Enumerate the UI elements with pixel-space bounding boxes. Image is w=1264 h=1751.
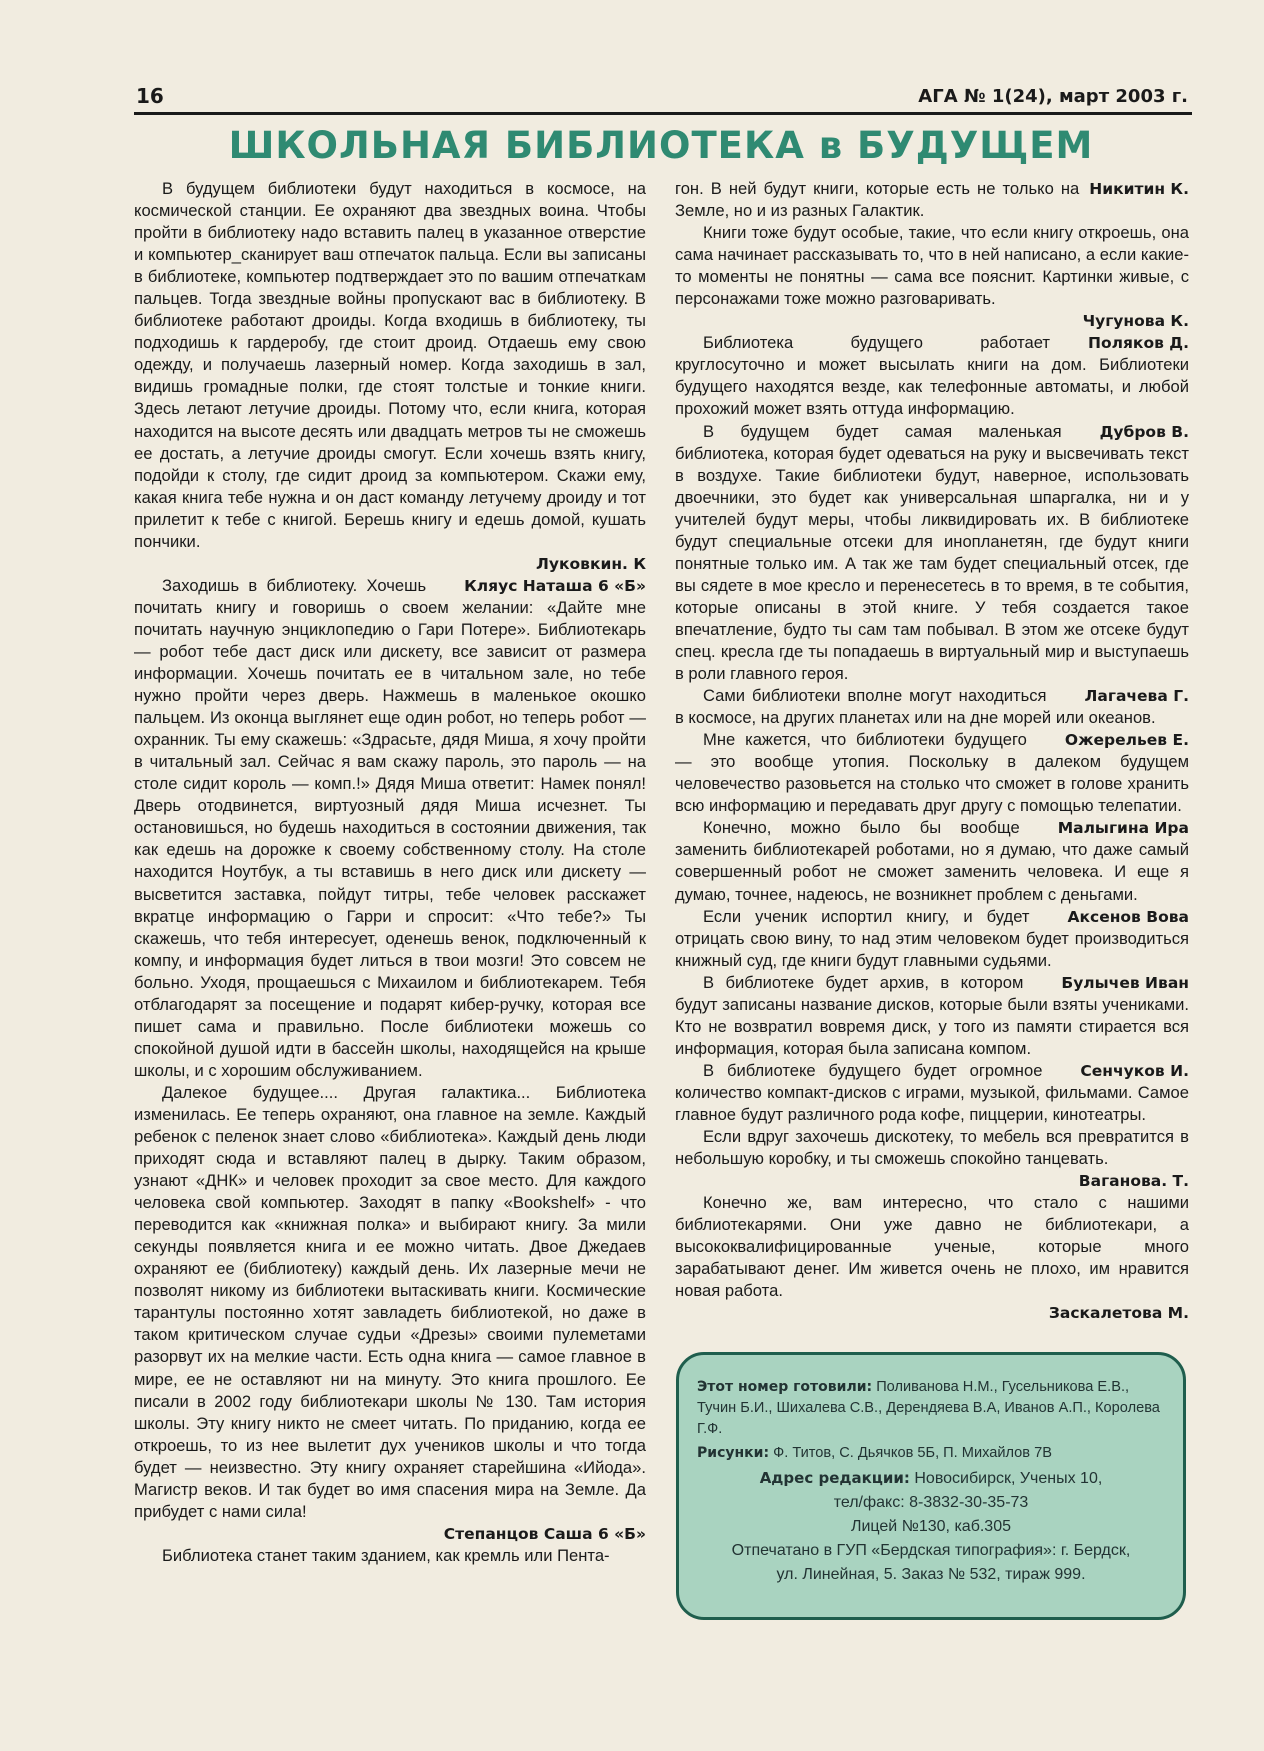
author-signature: Заскалетова М. xyxy=(1048,1304,1189,1323)
paragraph-text: Заходишь в библиотеку. Хочешь почитать книгу и говоришь о своем желании: «Дайте мне почитать научную энциклопедию о Гари Потере». Библиотекарь — робот тебе даст диск или дискету, все зависит от размера информации. Хочешь почитать ее в читальном зале, но тебе нужно пройти через дверь. Нажмешь в маленькое окошко пальцем. Из оконца выглянет еще один робот, но теперь робот — охранник. Ты ему скажешь: «Здрасьте, дядя Миша, я хочу пройти в читальный зал. Сейчас я вам скажу пароль, это пароль — на столе сидит король — комп.!» Дядя Миша ответит: Намек понял! Дверь отодвинется, виртуозный дядя Миша исчезнет. Ты остановишься, но будешь находиться в состоянии движения, так как едешь на дорожке к своему собственному столу. На столе находится Ноутбук, а ты вставишь в него диск или дискету — высветится заставка, пойдут титры, тебе человек расскажет вкратце информацию о Гарри и спросит: «Что тебе?» Ты скажешь, что тебя интересует, оденешь венок, подключенный к компу, и информация будет литься в твои мозги! Это совсем не больно. Уходя, прощаешься с Михаилом и библиотекарем. Тебя отблагодарят за посещение и подарят кибер-ручку, которая все пишет сама и правильно. После библиотеки можешь со спокойной душой идти в бассейн школы, находящейся на крыше школы, и с хорошим обслуживанием. xyxy=(134,575,646,1080)
paragraph-text: гон. В ней будут книги, которые есть не только на Земле, но и из разных Галактик. xyxy=(675,179,1080,221)
article-paragraph xyxy=(675,685,1189,729)
author-signature: Чугунова К. xyxy=(1082,312,1189,331)
credits-phone: тел/факс: 8-3832-30-35-73 xyxy=(833,1494,1029,1511)
credits-prepared-label: Этот номер готовили: xyxy=(697,1379,873,1395)
article-paragraph xyxy=(675,1060,1189,1126)
paragraph-text: Конечно, можно было бы вообще заменить библиотекарей роботами, но я думаю, что даже самый совершенный робот не сможет заменить человека. И еще я думаю, точнее, надеюсь, не возникнет проблем с деньгами. xyxy=(675,818,1189,904)
credits-box xyxy=(676,1352,1186,1620)
article-paragraph: Библиотека станет таким зданием, как кремль или Пента- xyxy=(162,1545,610,1565)
article-paragraph xyxy=(134,575,646,1082)
article-paragraph xyxy=(675,332,1189,420)
article-paragraph xyxy=(675,906,1189,972)
credits-drawings-names: Ф. Титов, С. Дьячков 5Б, П. Михайлов 7В xyxy=(773,1445,1052,1461)
article-paragraph: Если вдруг захочешь дискотеку, то мебель вся превратится в небольшую коробку, и ты сможешь спокойно танцевать. xyxy=(675,1127,1189,1169)
credits-prepared-names: Поливанова Н.М., Гусельникова Е.В., Тучин Б.И., Шихалева С.В., Дерендяева В.А, Иванов А.П., Королева Г.Ф. xyxy=(697,1379,1160,1437)
article-paragraph xyxy=(675,729,1189,817)
author-signature: Дубров В. xyxy=(1099,422,1189,441)
author-signature: Поляков Д. xyxy=(1088,334,1189,353)
article-paragraph: Книги тоже будут особые, такие, что если книгу откроешь, она сама начинает рассказывать то, что в ней написано, а если какие-то моменты не понятны — сама все пояснит. Картинки живые, с персонажами тоже можно разговаривать. xyxy=(675,223,1189,309)
paragraph-text: Сами библиотеки вполне могут находиться в космосе, на других планетах или на дне морей или океанов. xyxy=(675,686,1156,728)
left-column xyxy=(134,178,646,1567)
author-signature: Аксенов Вова xyxy=(1067,907,1189,926)
paragraph-text: Мне кажется, что библиотеки будущего — это вообще утопия. Поскольку в далеком будущем человечество разовьется на столько что сможет в голове хранить всю информацию и передавать друг другу с помощью телепатии. xyxy=(675,730,1189,816)
author-signature: Луковкин. К xyxy=(536,554,646,573)
paragraph-text: В библиотеке будет архив, в котором будут записаны название дисков, которые были взяты учениками. Кто не возвратил вовремя диск, у того из памяти стирается вся информация, которая была записана компом. xyxy=(675,972,1189,1058)
paragraph-text: В библиотеке будущего будет огромное количество компакт-дисков с играми, музыкой, фильмами. Самое главное будут различного рода кофе, пиццерии, кинотеатры. xyxy=(675,1060,1189,1124)
credits-prepared xyxy=(697,1377,1165,1440)
header-rule xyxy=(134,112,1192,115)
credits-address-value: Новосибирск, Ученых 10, xyxy=(914,1470,1103,1487)
credits-drawings xyxy=(697,1443,1165,1464)
credits-school: Лицей №130, каб.305 xyxy=(850,1518,1011,1535)
article-headline: ШКОЛЬНАЯ БИБЛИОТЕКА в БУДУЩЕМ xyxy=(228,124,1094,167)
article-paragraph xyxy=(675,421,1189,686)
author-signature: Степанцов Саша 6 «Б» xyxy=(443,1524,646,1543)
article-paragraph xyxy=(675,817,1189,905)
author-signature: Ваганова. Т. xyxy=(1078,1172,1189,1191)
page-number: 16 xyxy=(136,84,164,108)
paragraph-text: Библиотека будущего работает круглосуточно и может высылать книги на дом. Библиотеки будущего находятся везде, как телефонные автоматы, и любой прохожий может взять оттуда информацию. xyxy=(675,333,1189,419)
author-signature: Булычев Иван xyxy=(1061,973,1189,992)
article-paragraph: Далекое будущее.... Другая галактика... Библиотека изменилась. Ее теперь охраняют, она главное на земле. Каждый ребенок с пеленок знает слово «библиотека». Каждый день люди приходят сюда и вставляют палец в дырку. Таким образом, узнают «ДНК» и человек проходит за свое место. Для каждого человека свой компьютер. Заходят в папку «Bookshelf» - что переводится как «книжная полка» и выбирают книгу. За мили секунды появляется книга и ее можно читать. Двое Джедаев охраняют ее (библиотеку) каждый день. Их лазерные мечи не позволят никому из библиотеки вытаскивать книги. Космические тарантулы постоянно хотят завладеть библиотекой, но даже в таком критическом случае судьи «Дрезы» своими пулеметами разорвут их на мелкие части. Есть одна книга — самое главное в мире, ее не оставляют ни на минуту. Это книга прошлого. Ее писали в 2002 году библиотекари школы № 130. Там история школы. Эту книгу никто не смеет читать. По приданию, когда ее откроешь, то из нее вылетит дух учеников школы и что тогда будет — неизвестно. Эту книгу охраняет старейшина «Ийода». Магистр веков. И так будет во имя спасения мира на Земле. Да прибудет с нами сила! xyxy=(134,1082,646,1521)
author-signature: Малыгина Ира xyxy=(1057,819,1189,838)
author-signature: Ожерельев Е. xyxy=(1064,731,1189,750)
author-signature: Никитин К. xyxy=(1089,180,1189,198)
credits-print-line-2: ул. Линейная, 5. Заказ № 532, тираж 999. xyxy=(776,1566,1086,1583)
paragraph-text: Если ученик испортил книгу, и будет отрицать свою вину, то над этим человеком будет производиться книжный суд, где книги будут главными судьями. xyxy=(675,906,1189,970)
right-column xyxy=(675,178,1189,1324)
article-paragraph xyxy=(675,972,1189,1060)
author-signature: Лагачева Г. xyxy=(1084,687,1189,706)
credits-address xyxy=(697,1466,1165,1491)
issue-info: АГА № 1(24), март 2003 г. xyxy=(918,86,1188,107)
paragraph-text: В будущем будет самая маленькая библиотека, которая будет одеваться на руку и высвечивать текст в воздухе. Такие библиотеки будут, наверное, использовать двоечники, это будет как универсальная шпаргалка, ни и у учителей будут меры, чтобы ликвидировать их. В библиотеке будут специальные отсеки для инопланетян, где будут книги понятные только им. А так же там будет специальный отсек, где вы сядете в мое кресло и перенесетесь в то время, в те события, которые описаны в этой книге. У тебя создается такое впечатление, будто ты сам там побывал. В этом же отсеке будут спец. кресла где ты попадаешь в виртуальный мир и выступаешь в роли главного героя. xyxy=(675,421,1189,684)
credits-drawings-label: Рисунки: xyxy=(697,1445,770,1461)
article-paragraph xyxy=(675,178,1189,222)
author-signature: Сенчуков И. xyxy=(1080,1061,1189,1080)
author-signature: Кляус Наташа 6 «Б» xyxy=(464,576,646,595)
credits-address-label: Адрес редакции: xyxy=(759,1469,910,1487)
article-paragraph: Конечно же, вам интересно, что стало с нашими библиотекарями. Они уже давно не библиотекари, а высококвалифицированные ученые, которые много зарабатывают денег. Им живется очень не плохо, им нравится новая работа. xyxy=(675,1193,1189,1301)
article-paragraph: В будущем библиотеки будут находиться в космосе, на космической станции. Ее охраняют два звездных воина. Чтобы пройти в библиотеку надо вставить палец в указанное отверстие и компьютер_сканирует ваш отпечаток пальца. Если вы записаны в библиотеке, компьютер подтверждает это по вашим отпечаткам пальцев. Тогда звездные войны пропускают вас в библиотеку. В библиотеке работают дроиды. Когда входишь в библиотеку, ты подходишь к гардеробу, где стоит дроид. Отдаешь ему свою одежду, и получаешь лазерный номер. Когда заходишь в зал, видишь громадные полки, где стоят толстые и тонкие книги. Здесь летают летучие дроиды. Потому что, если книга, которая находится на высоте десять или двадцать метров ты не сможешь ее достать, а летучие дроиды смогут. Если хочешь взять книгу, подойди к столу, где сидит дроид за компьютером. Скажи ему, какая книга тебе нужна и он даст команду летучему дроиду и тот прилетит к тебе с книгой. Берешь книгу и едешь домой, кушать пончики. xyxy=(134,179,646,551)
credits-print-line-1: Отпечатано в ГУП «Бердская типография»: г. Бердск, xyxy=(731,1542,1131,1559)
